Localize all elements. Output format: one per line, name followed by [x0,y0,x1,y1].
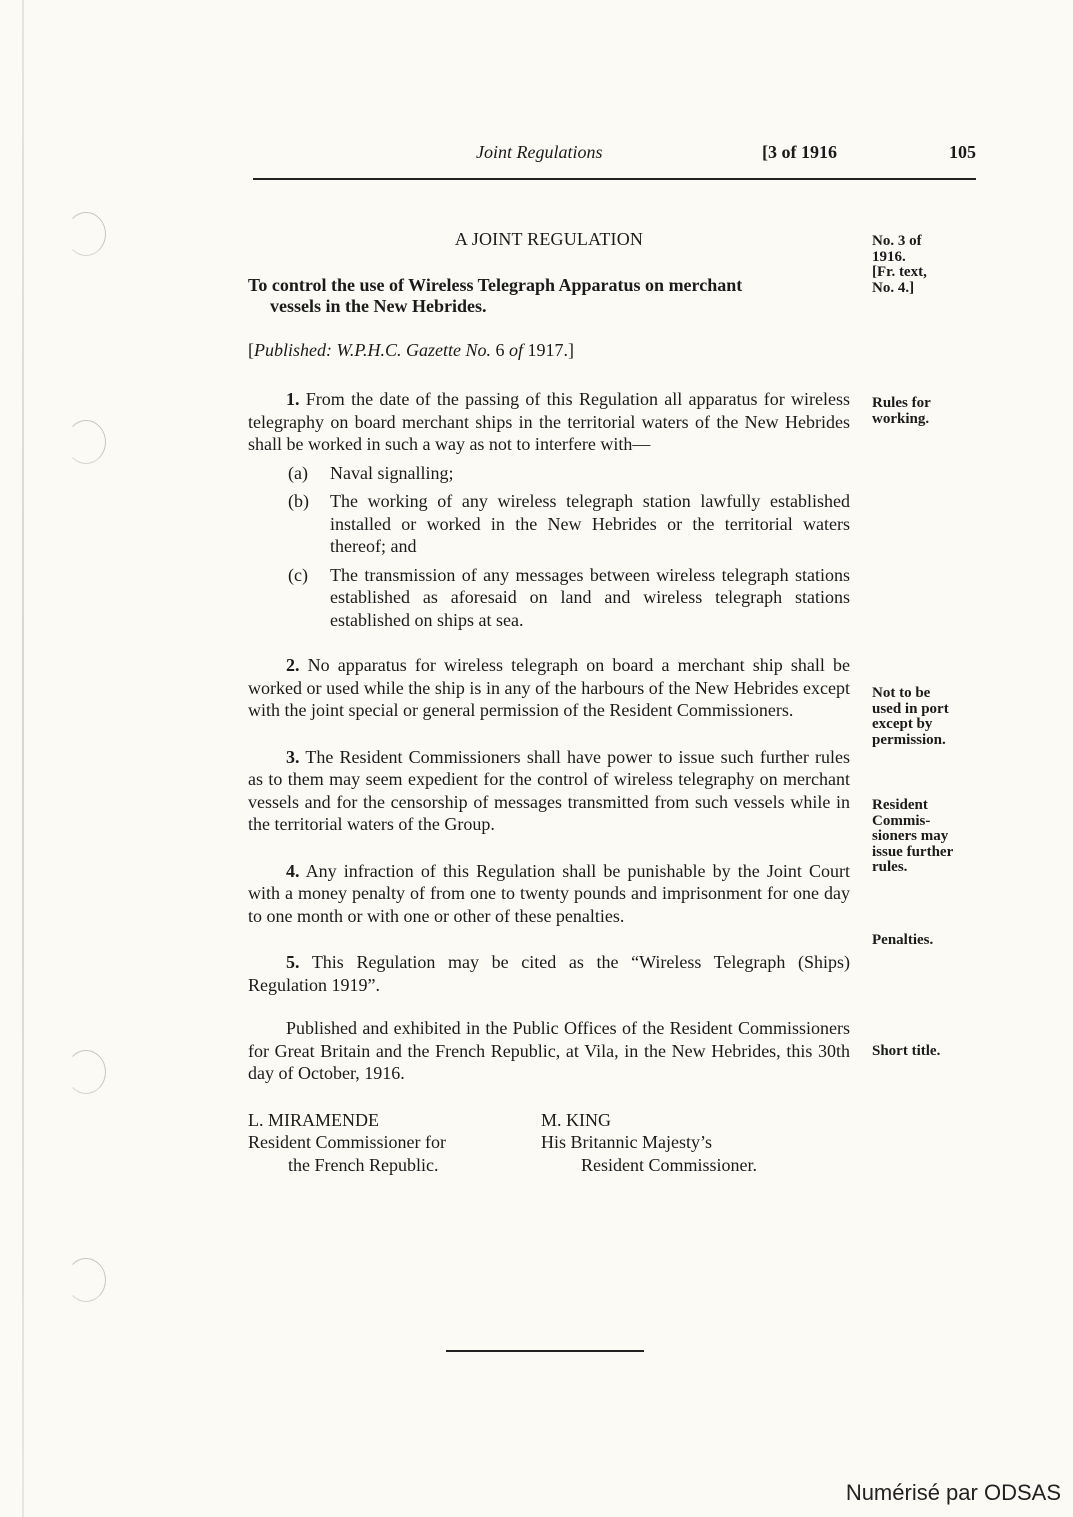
margin-note-short-title: Short title. [872,1043,941,1059]
punch-hole [66,420,106,464]
punch-hole [66,1050,106,1094]
header-rule [253,178,976,180]
binder-edge [22,0,24,1517]
section-1 [248,388,850,456]
section-number: 1. [286,389,300,409]
regulation-subtitle [248,275,850,317]
page-number: 105 [949,142,976,162]
signature-block [248,1109,850,1179]
section-number: 3. [286,746,300,767]
section-text: Any infraction of this Regulation shall be punishable by the Joint Court with a money penalty of from one to twenty pounds and imprisonment for one day to one month or with one or other of these penalties. [248,860,850,926]
item-text: Naval signalling; [330,462,454,483]
section-number: 5. [286,952,300,972]
margin-note-penalties: Penalties. [872,932,934,948]
digitization-watermark: Numérisé par ODSAS [845,1480,1061,1505]
end-rule [446,1350,644,1352]
regulation-title: A JOINT REGULATION [454,229,644,249]
punch-hole [66,1258,106,1302]
margin-note-port: Not to be used in port except by permission. [872,685,949,748]
item-text: The working of any wireless telegraph station lawfully established installed or worked in the New Hebrides or the territorial waters thereof; and [330,491,850,556]
signatory-name: M. KING [541,1109,611,1130]
item-text: The transmission of any messages between wireless telegraph stations established as aforesaid on land and wireless telegraph stations established on ships at sea. [330,564,850,630]
list-item [248,564,850,632]
margin-note-reference: No. 3 of 1916. [Fr. text, No. 4.] [872,233,927,296]
section-3 [248,746,850,836]
signatory-title: Resident Commissioner for [248,1132,446,1152]
list-item [248,462,850,485]
signatory-title: the French Republic. [288,1154,439,1175]
gazette-name: W.P.H.C. Gazette No. [336,339,492,360]
signatory-title: Resident Commissioner. [581,1154,758,1175]
signature-french [248,1109,446,1177]
publication-note: [Published: W.P.H.C. Gazette No. 6 of 1917.] [248,339,575,360]
margin-note-rules: Rules for working. [872,395,931,427]
list-item [248,490,850,558]
signatory-name: L. MIRAMENDE [248,1109,379,1130]
subtitle-line-2: vessels in the New Hebrides. [270,295,487,316]
section-number: 4. [286,860,300,881]
regulation-body [248,228,850,1179]
signature-british [541,1109,757,1177]
section-number: 2. [286,655,300,675]
item-label: (b) [288,491,309,511]
section-text: The Resident Commissioners shall have power to issue such further rules as to them may seem expedient for the control of wireless telegraphy on merchant vessels and for the censorship of messages transmitted from such vessels while in the territorial waters of the Group. [248,746,850,834]
punch-hole [66,212,106,256]
section-text: From the date of the passing of this Regulation all apparatus for wireless telegraphy on board merchant ships in the territorial waters of the New Hebrides shall be worked in such a way as not to interfere with— [248,389,850,454]
gazette-number: 6 [495,339,505,360]
running-title: Joint Regulations [476,142,603,162]
chapter-reference: [3 of 1916 [762,142,837,162]
section-text: No apparatus for wireless telegraph on board a merchant ship shall be worked or used while the ship is in any of the harbours of the New Hebrides except with the joint special or general permission of the Resident Commissioners. [248,655,850,720]
item-label: (c) [288,564,308,585]
section-5 [248,951,850,996]
margin-note-commissioners: Resident Commis- sioners may issue further rules. [872,797,954,875]
gazette-year: 1917.] [527,339,575,360]
section-2 [248,654,850,722]
section-4 [248,860,850,928]
subtitle-line-1: To control the use of Wireless Telegraph Apparatus on merchant [248,274,743,295]
item-label: (a) [288,462,308,483]
section-text: This Regulation may be cited as the “Wireless Telegraph (Ships) Regulation 1919”. [248,952,850,995]
signatory-title: His Britannic Majesty’s [541,1132,712,1152]
page-header [250,142,978,164]
closing-statement: Published and exhibited in the Public Offices of the Resident Commissioners for Great Britain and the French Republic, at Vila, in the New Hebrides, this 30th day of October, 1916. [248,1018,850,1083]
published-label: Published: [254,339,332,360]
